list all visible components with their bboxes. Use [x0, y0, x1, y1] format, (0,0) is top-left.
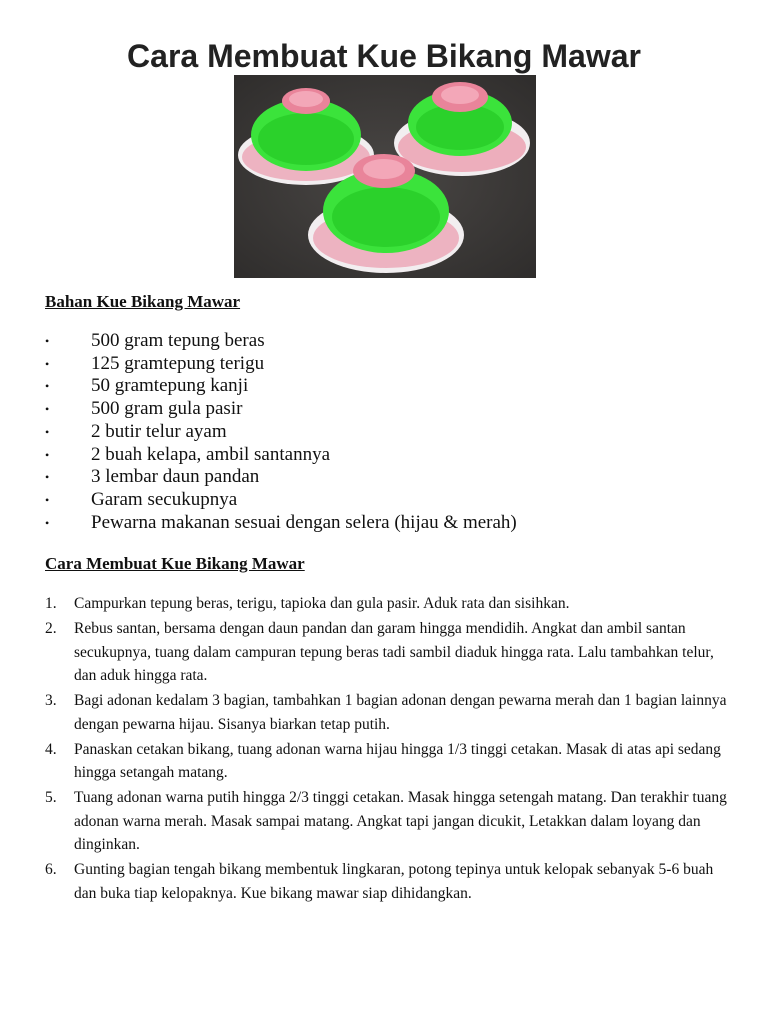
step-number: 2.: [45, 620, 57, 637]
list-item: [45, 375, 517, 398]
step-text: Bagi adonan kedalam 3 bagian, tambahkan 1 bagian adonan dengan pewarna merah dan 1 bagian lainnya dengan pewarna hijau. Sisanya biarkan tetap putih.: [74, 692, 727, 733]
step-item: [45, 689, 735, 736]
step-item: [45, 617, 735, 688]
ingredient-text: 500 gram tepung beras: [91, 330, 265, 351]
steps-heading: Cara Membuat Kue Bikang Mawar: [45, 554, 305, 573]
page-title: Cara Membuat Kue Bikang Mawar: [127, 38, 641, 74]
list-item: [45, 512, 517, 535]
step-text: Tuang adonan warna putih hingga 2/3 tinggi cetakan. Masak hingga setengah matang. Dan terakhir tuang adonan warna merah. Masak sampai matang. Angkat tapi jangan dicukit, Letakkan dalam loyang dan dinginkan.: [74, 789, 727, 853]
step-item: [45, 858, 735, 905]
list-item: [45, 444, 517, 467]
ingredient-text: 500 gram gula pasir: [91, 398, 243, 420]
list-item: [45, 466, 517, 489]
bullet-icon: •: [45, 515, 50, 530]
step-text: Gunting bagian tengah bikang membentuk lingkaran, potong tepinya untuk kelopak sebanyak 5-6 buah dan buka tiap kelopaknya. Kue bikang mawar siap dihidangkan.: [74, 861, 714, 902]
kue-bikang-photo: [234, 75, 536, 278]
step-text: Rebus santan, bersama dengan daun pandan dan garam hingga mendidih. Angkat dan ambil santan secukupnya, tuang dalam campuran tepung beras tadi sambil diaduk hingga rata. Lalu tambahkan telur, dan aduk hingga rata.: [74, 620, 714, 684]
step-number: 1.: [45, 595, 57, 612]
bullet-icon: •: [45, 379, 50, 394]
step-number: 6.: [45, 861, 57, 878]
ingredients-list: [45, 330, 517, 534]
bullet-icon: •: [45, 447, 50, 462]
ingredient-text: Garam secukupnya: [91, 488, 238, 510]
bullet-icon: •: [45, 492, 50, 507]
bullet-icon: •: [45, 356, 50, 371]
list-item: [45, 330, 517, 353]
ingredient-text: 2 buah kelapa, ambil santannya: [91, 443, 331, 465]
step-item: [45, 592, 735, 616]
step-item: [45, 738, 735, 785]
ingredients-heading: Bahan Kue Bikang Mawar: [45, 292, 241, 311]
ingredient-text: 2 butir telur ayam: [91, 420, 227, 442]
step-text: Campurkan tepung beras, terigu, tapioka dan gula pasir. Aduk rata dan sisihkan.: [74, 595, 570, 612]
ingredient-text: 50 gramtepung kanji: [91, 375, 249, 397]
ingredient-text: 125 gramtepung terigu: [91, 352, 265, 374]
step-number: 3.: [45, 692, 57, 709]
list-item: [45, 353, 517, 376]
bullet-icon: •: [45, 424, 50, 439]
step-text: Panaskan cetakan bikang, tuang adonan warna hijau hingga 1/3 tinggi cetakan. Masak di atas api sedang hingga setangah matang.: [74, 740, 721, 781]
bullet-icon: •: [45, 402, 50, 417]
list-item: [45, 421, 517, 444]
ingredient-text: Pewarna makanan sesuai dengan selera (hijau & merah): [91, 511, 517, 533]
step-number: 4.: [45, 740, 57, 758]
ingredient-text: 3 lembar daun pandan: [91, 466, 260, 488]
step-number: 5.: [45, 789, 57, 806]
steps-list: [45, 592, 735, 907]
bullet-icon: •: [45, 470, 50, 485]
step-item: [45, 786, 735, 857]
list-item: [45, 398, 517, 421]
bullet-icon: •: [45, 334, 50, 348]
list-item: [45, 489, 517, 512]
